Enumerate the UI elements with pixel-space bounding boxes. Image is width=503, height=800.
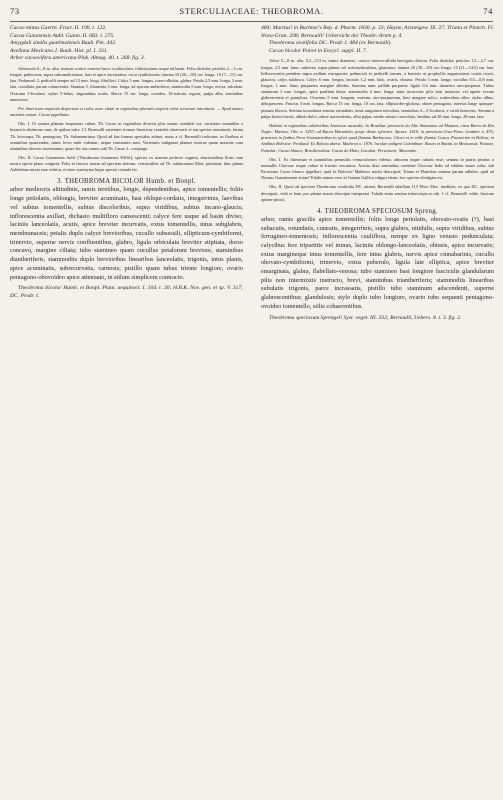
- species-synonymy: Theobroma speciosum Sprengel! Syst. veget. III. 332; Bernoulli, Uebers. 8. t. 3. fig. 2.: [269, 314, 462, 321]
- page-number-right: 74: [483, 6, 493, 16]
- observation-paragraph: Obs. I. Ex litteratura et numinibus permultis vernaculorum videtur, arborem nuper cultam esse; semina in patria penitus a nonnullis Chocoae usque cultae et fructus vescantur; Acosta dixit seminibus varietate Chocoae Indis ad edulem usum culta; sub Peruviana Cacao blanco appellari; quid in Bolivia? Mathews multa descripsit; Triana et Planchon semina parum adhibet; quid ad Novam Granatensem etiam? Edulis autem vero in Guiana Gallica vulgari etiam, hoc species divulgata est.: [261, 156, 494, 181]
- left-column: [10, 25, 243, 300]
- observation-paragraph: Obs. II. Quod ad speciem Theobroma ovatifolia DC. attinet, Bernoulli tabellam 113 Flore Mex. inediitae, ex qua DC. speciem descripsit, vidit et hanc pro planta nostra descripta interpretat. Tabula enim semina infrascripta in tab. 1 cl. Bernoulli valde, fructum optime pinxit.: [261, 184, 494, 202]
- synonym: Cacao bicolor Poiret in Encycl. suppl. II. 7.: [269, 47, 368, 54]
- species-synonymy: Theobroma bicolor Humb. et Bonpl. Plant. aequinoct. I. 104. t. 30; H.B.K. Nov. gen. et sp. V. 317; DC. Prodr. I.: [10, 285, 243, 299]
- running-header: [10, 6, 493, 20]
- right-column: [261, 25, 494, 322]
- running-title: STERCULIACEAE: THEOBROMA.: [179, 6, 324, 16]
- observation-paragraph: Obs. II. Cacao Guianensis Aubl. (Theobroma Guianense Willd.), species ex nomine perfecte cognita, characteribus floris cum nostra specie plane congruit. Folia et fructus autem ad speciem alteram, verisimiliter ad Th. subincanum Mart. pertinent; hinc planta Aubletiana mixta esse videtur, et inter synonyma hujus speciei citanda est.: [10, 155, 243, 173]
- synonym: Theobroma ovatifolia DC. Prodr. I. 484 (ex Bernoulli).: [269, 40, 392, 47]
- synonym: Avellana Mexicana J. Bauh. Hist. pl. I. 331.: [10, 47, 109, 54]
- species-heading: 3. THEOBROMA BICOLOR Humb. et Bonpl.: [57, 178, 196, 186]
- synonym: Cacao minus Gaertn. Fruct. II. 190. t. 122.: [10, 25, 107, 31]
- species-heading: 4. THEOBROMA SPECIOSUM Spreng.: [317, 207, 438, 215]
- species-diagnosis: arbor mediocris altitudinis, ramis teretibus, longis, dependentibus, apice tomentellis; foliis longe petiolatis, oblongis, breviter acuminatis, basi obliqui-cordatis, integerrimis, laevibus vel subtus tomentellis, subtus discoloribus, supra viridibus, subtus incano-glaucis; inflorescentia axillari, dichasio multifloro cansescenti; calyce fere usque ad basin diviso, laciniis lanceolatis, acutis, apice breviter incurvatis, extus tomentellis, intus subglabris, membranaceis; petalis duplo calyce brevioribus, cucullo subsessili, ellipticum-cymbiformi, trinervio, superne nervis confluentibus, glabro, ligula orbiculata breviter stipitata, dorso concavo, margine ciliata; tubo stamineo quam cucullus petalorum breviore, staminibus diantheriferis, staminodiis duplo brevioribus linearibus lanceolatis, trigonis, intus planis, apice acuminatis, subrecurvatis, carnosis; pistillo quam tubus triente longiore, ovario pentagono-obovoideo apice attenuato, in stilum simplicem contracto.: [10, 186, 243, 281]
- habitat-paragraph: Habitat in regionibus calidioribus Americae australis. In Brasiliae provincia do Alto Amazonas ad Manaos, circa Barra do Rio Negro: Martius; Obs. n. 3253; ad Bacca Maranhão, prope dense sylvestri: Spruce. 1610; in provincia Grao-Para: Gardner n. 470; praeterea in finibus Novo-Granatensibus in sylvis quad flumina Barbacoas, Choco et in valle flumini Cauca. Praesertim in Bolivia, in Andibus Boliviae: Pentland. Ex Bolivia altera: Mathews n. 1876. Incolae indigeni Colombiae: Bacao et Bacán, in Mexicanus: Pataxte, Patashte, Cacao blanco; Brasiliensibus: Cacao do Mato, Cacahui; Peruvianis: Macambo.: [261, 122, 494, 153]
- header-rule: [10, 21, 493, 22]
- synonym: Arbor cacaovifera americana Pluk. Almag. 40. t. 268. fig. 3.: [10, 55, 146, 62]
- synonym: Amygdali similis guatimalensis Bauh. Pin. 442.: [10, 40, 117, 47]
- description-paragraph: Arbor 5—8 m. alta, 0,2—0,3 m. trunci diametro, cortice cinereo-albida laevigata obtecta. Folia disticha; petiolus 1,5—2,7 cm. longus, 2,5 mm. latus, subteres, supra planus vel subcanaliculatus, glaucinus; lamina 20 (30—50) cm. longa, 13 (11—14,5) cm. lata. Inflorescentia pendens supra axillam extraposita; pedunculi et pedicelli tenues, a bracteis ut prophyllis angustissime ovatis cincti, glaucini, calyx subfusca. Calyx 6 mm. longus, laciniis 1,2 mm. latis, ovatis, obtusis. Petala 3 mm. longa; cucullus 0,6—0,8 mm. longus, 1 mm. latus, purpureus margine albidus. Stamina nunc pallide purpurea; ligula 0,6 mm. diametro atro-purpurea. Tubus staminum 2 mm. longus, apice paullum latior; staminodia 4 mm. longa, intus incurvatis pilis basi instructa, vel aperte vexam glabrescentia et granulosa. Ovarium 5 mm. longum, ovatum, atro-purpureum, basi margine sulco; scaberulum albo; stylus albus, deliquescens. Fructus 3 mm. longus. Bacca 15 cm. longa, 10 cm. lata, ellipsoideo-globosa, obiter pentagona, interius longe quinque-pinnata fibrosa. Semina secundaria semina rotundatis, intus sanguinea reticulata, seminibus 4—5-locularis, e viridi lutescens. Semina a pulpa lacteo-tinctis, albido-dulci, odore suaveolentia, albo pulpa, medio nasuto-convoluto, lentibus ad 28 mm. longa, 20 mm. lata.: [261, 58, 494, 119]
- page-number-left: 73: [10, 6, 20, 16]
- habitat-paragraph: Per Americam tropicam dispersum et culta, nunc etiam in regionibus plurimis tropicis orbis terrarum introducta. — Apud omnes nationes notum: Cacao appellatur.: [10, 105, 243, 118]
- species-diagnosis: arbor, ramis gracilis apice tomentellis; foliis longe petiolatis, obovato-ovatis (?), basi subacutis, rotundatis, cuneatis, integerrimis, supra glabris, nitidulis, supra viridibus, subtus ferrugineo-tomentosis; inflorescentia cauliflora, nempe ex ligno vetusto pedunculata; calycibus fere tripartitis vel minus, laciniis oblongo-lanceolatis, obtusis, apice incurvatis; extus margineque intus tomentellis, fere intus glabris, nervis apice cinnabarinis, cucullo obovato-cymbiformi, trinervio, extus puberulo, ligula late elliptica, apice breviter emarginata, glabra, flabellato-venosa; tubo stamineo basi longiore fasciculis glandularum pilis non intermixtis instructo, brevi, staminibus triantheriferis; staminodiis linearibus subulatis trigonis, parce incrassatis, pistillo tubo staminum adscendenti, superne glabrescentibus; glandulosis; stylo duplo tubo longiore, ovario tubo sequenti pentagono-ovoideo tomentello, stilis cohaerentibus.: [261, 215, 494, 310]
- description-paragraph: Arbuscula 6—8 m. alta; truncus cortice cinereo-fusco scrobiculato, foliosissimus usque ad basin. Folia disticha; petioles 2—3 cm. longus, pubescens, supra subcanaliculatus, basi et apice incrassatus, circa cyathiformis; lamina 10 (20—30) cm. longa, 10 (7—11) cm. lata. Pedunculi 2, pedicelli semper ad 12 mm. longi, fibrillosi. Calyx 5 mm. longus, roseo-albidus, glaber. Petala 2,5 mm. longa, 2 mm. lata, cucullata, parum cohaerentia. Stamina 5, filamenta 3 mm. longa, ad apicem antherifera; staminodia 5 mm. longa, erecta, subulata. Ovarium 5-loculare, stylus 5-lobus, stigmatibus acutis. Bacca 15 cm. longa, ovoidea, 10-sulcata, rugosa, pulpa alba, seminibus numerosis.: [10, 65, 243, 102]
- observation-paragraph: Obs. I. Ut omnes plantae frequenter cultae, Th. Cacao in regionibus diversis plus minus variabile est; varietates nonnullae a botanicis distinctae sunt, de quibus infra. Cl. Bernoulli varietates formae Americae centralis observavit et eas species nominavit; forma Th. leiocarpa, Th. pentagona, Th. Salzmanniana. Quod ad has formas speciales attinet, notas a cl. Bernoulli indicatas, in floribus et seminibus quaerendas, nimis leves mihi videntur; neque constantes sunt. Varietates indigenae plantae nostrae quam maxime cum seminibus diversis inveniuntur; quare hic eas omnes sub Th. Cacao L. conjungo.: [10, 121, 243, 151]
- synonymy-continued: 484; Martius! in Buchner's Rep. d. Pharm. 1830. p. 23; Hayne, Arzneigew. IX. 37; Triana et Planch. Fl. Nova-Gran. 208; Bernoulli! Uebersicht der Theobr.-Arten p. 4.: [261, 25, 494, 39]
- synonym: Cacoa Guianensis Aubl. Guian. II. 683. t. 275.: [10, 32, 115, 39]
